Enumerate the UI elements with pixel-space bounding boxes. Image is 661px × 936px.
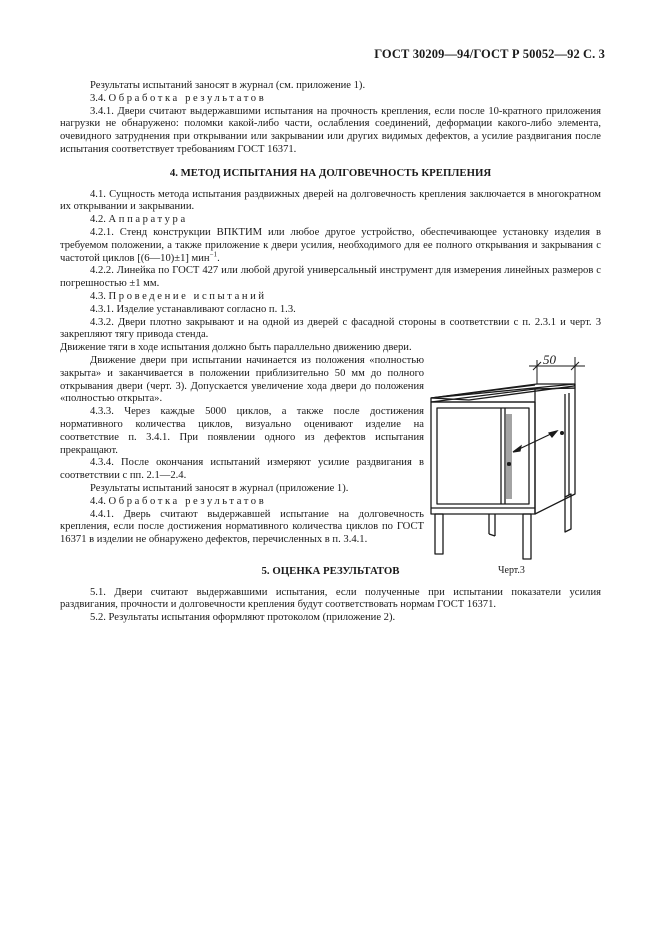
paragraph: Результаты испытаний заносят в журнал (приложение 1). [90,482,349,494]
paragraph: 3.4.1. Двери считают выдержавшими испытания на прочность крепления, если после 10-кратного приложения нагрузки не обнаружено: поломки какой-либо части, ослабления соединений, деформации какого-либо элемента, очевидного затруднения при открывании или закрывании или других видимых дефектов, а усилие раздвигания после испытания соответствует требованиям ГОСТ 16371. [60,105,601,155]
door-handle-icon [560,431,564,435]
subsection-heading: 3.4. Обработка результатов [90,92,267,104]
paragraph: Результаты испытаний заносят в журнал (см. приложение 1). [90,80,366,91]
paragraph: 4.1. Сущность метода испытания раздвижных дверей на долговечность крепления заключается в многократном их открывании и закрывании. [60,188,601,213]
figure-caption: Черт.3 [498,565,525,576]
paragraph: 4.3.3. Через каждые 5000 циклов, а также после достижения нормативного количества циклов, визуально оценивают изделие на соответствие п. 3.4.1. При появлении одного из дефектов испытания прекращают. [60,406,424,456]
dimension-label: 50 [543,354,556,367]
section-heading: 5. ОЦЕНКА РЕЗУЛЬТАТОВ [261,564,400,577]
section-heading: 4. МЕТОД ИСПЫТАНИЯ НА ДОЛГОВЕЧНОСТЬ КРЕПЛЕНИЯ [169,166,492,179]
paragraph: 4.3.1. Изделие устанавливают согласно п. 1.3. [90,303,296,315]
subsection-heading: 4.2. Аппаратура [90,214,188,226]
subsection-heading: 4.4. Обработка результатов [90,495,267,507]
paragraph: 5.1. Двери считают выдержавшими испытания, если полученные при испытании показатели усилия раздвигания, прочности и долговечности крепления будут соответствовать нормам ГОСТ 16371. [60,586,601,611]
text-column-beside-figure [60,342,424,547]
paragraph: 4.4.1. Дверь считают выдержавшей испытание на долговечность крепления, если после достижения нормативного количества циклов по ГОСТ 16371 в изделии не обнаружено дефектов, перечисленных в п. 3.4.1. [60,508,424,546]
subsection-heading: 4.3. Проведение испытаний [90,290,267,302]
cabinet-leg [435,514,443,554]
cabinet-drawing [425,354,615,584]
paragraph: 4.3.2. Двери плотно закрывают и на одной из дверей с фасадной стороны в соответствии с п. 2.3.1 и черт. 3 закрепляют тягу привода стенда. [60,316,601,341]
cabinet-leg [523,514,531,559]
paragraph: 4.2.2. Линейка по ГОСТ 427 или любой другой универсальный инструмент для измерения линейных размеров с погрешностью ±1 мм. [60,265,601,290]
page-header: ГОСТ 30209—94/ГОСТ Р 50052—92 С. 3 [374,47,605,61]
paragraph: 5.2. Результаты испытания оформляют протоколом (приложение 2). [90,612,396,624]
paragraph: Движение тяги в ходе испытания должно быть параллельно движению двери. [60,342,412,354]
paragraph: 4.3.4. После окончания испытаний измеряют усилие раздвигания в соответствии с пп. 2.1—2.4. [60,457,424,482]
cabinet-leg [565,494,571,532]
paragraph: Движение двери при испытании начинается из положения «полностью закрыта» и заканчивается в положении приблизительно 50 мм до полного открывания двери (черт. 3). Допускается увеличение хода двери до положения «полностью открыта». [60,354,424,405]
paragraph: 4.2.1. Стенд конструкции ВПКТИМ или любое другое устройство, обеспечивающее установку изделия в требуемом положении, а также приложение к двери усилия, необходимого для ее полного открывания и закрывания с частотой циклов [(6—10)±1] мин$^{-1}$. [60,226,601,264]
